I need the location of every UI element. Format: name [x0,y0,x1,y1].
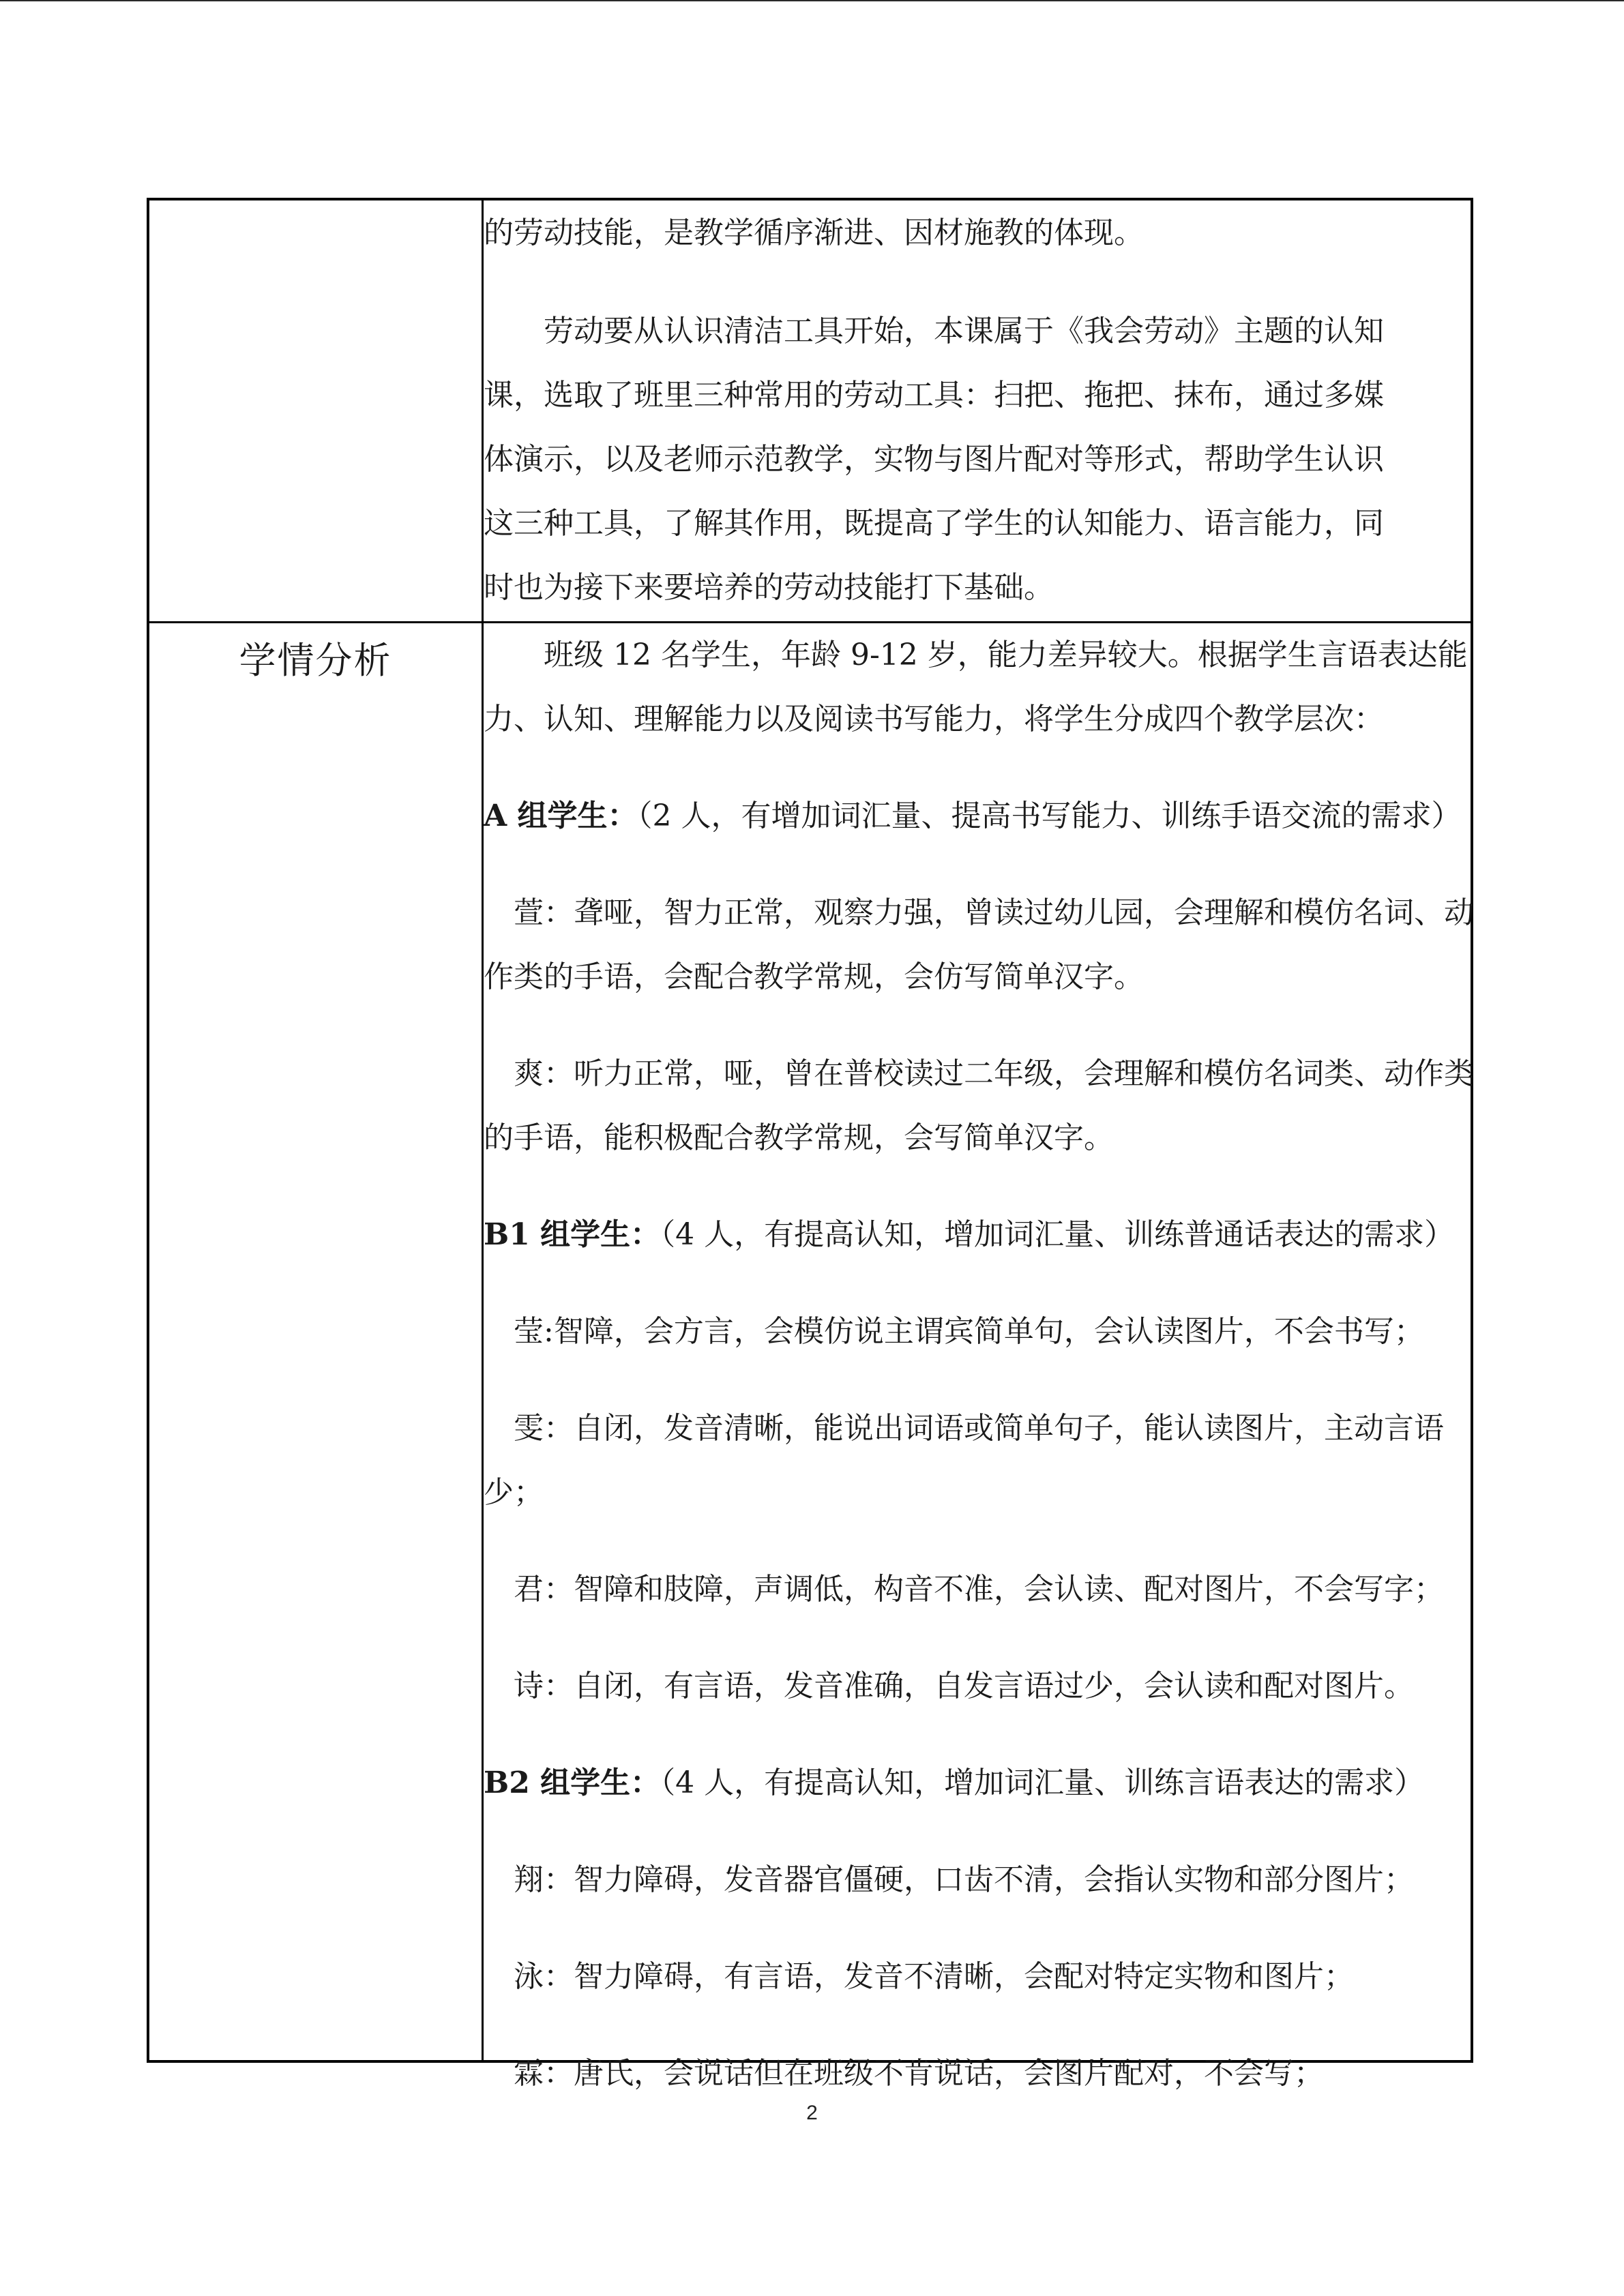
intro-line: 力、认知、理解能力以及阅读书写能力，将学生分成四个教学层次： [484,702,1384,736]
group-b1-heading [484,1203,1471,1267]
group-title: B1 组学生： [484,1217,661,1252]
intro-line: 班级 12 名学生，年龄 9-12 岁，能力差异较大。根据学生言语表达能 [484,638,1468,672]
group-title: A 组学生： [484,799,638,833]
student-description: 萱：聋哑，智力正常，观察力强，曾读过幼儿园，会理解和模仿名词、动 [484,895,1474,930]
group-requirement: （4 人，有提高认知，增加词汇量、训练言语表达的需求） [660,1765,1425,1800]
student-description: 泳：智力障碍，有言语，发音不清晰，会配对特定实物和图片； [484,1959,1354,1994]
student-description: 作类的手语，会配合教学常规，会仿写简单汉字。 [484,959,1144,994]
page-number: 2 [806,2102,818,2124]
group-requirement: （2 人，有增加词汇量、提高书写能力、训练手语交流的需求） [637,799,1462,833]
group-requirement: （4 人，有提高认知，增加词汇量、训练普通话表达的需求） [660,1217,1455,1252]
student-description: 雯：自闭，发音清晰，能说出词语或简单句子，能认读图片，主动言语 [484,1411,1444,1446]
content-cell-design-rationale [484,201,1471,620]
group-b2-heading [484,1751,1471,1815]
student-description: 的手语，能积极配合教学常规，会写简单汉字。 [484,1120,1114,1155]
paragraph-line: 体演示，以及老师示范教学，实物与图片配对等形式，帮助学生认识 [484,442,1384,477]
student-description: 爽：听力正常，哑，曾在普校读过二年级，会理解和模仿名词类、动作类 [484,1056,1474,1091]
student-description: 君：智障和肢障，声调低，构音不准，会认读、配对图片，不会写字； [484,1572,1444,1607]
paragraph-line: 课，选取了班里三种常用的劳动工具：扫把、拖把、抹布，通过多媒 [484,378,1384,413]
row-label-student-analysis: 学情分析 [239,639,392,682]
student-description: 霖：唐氏，会说话但在班级不肯说话，会图片配对，不会写； [484,2056,1324,2091]
student-description: 莹:智障，会方言，会模仿说主谓宾简单句，会认读图片，不会书写； [484,1314,1424,1349]
student-description: 翔：智力障碍，发音器官僵硬，口齿不清，会指认实物和部分图片； [484,1862,1414,1897]
paragraph-line: 的劳动技能，是教学循序渐进、因材施教的体现。 [484,215,1144,250]
paragraph-line: 劳动要从认识清洁工具开始，本课属于《我会劳动》主题的认知 [484,314,1384,348]
student-description: 诗：自闭，有言语，发音准确，自发言语过少，会认读和配对图片。 [484,1669,1414,1703]
student-description: 少； [484,1475,544,1510]
content-cell-student-analysis [484,623,1474,2106]
group-title: B2 组学生： [484,1765,661,1800]
paragraph-line: 这三种工具，了解其作用，既提高了学生的认知能力、语言能力，同 [484,506,1384,541]
page-top-rule [0,0,1624,1]
lesson-plan-table [147,198,1474,2091]
group-a-heading [484,784,1471,848]
paragraph-line: 时也为接下来要培养的劳动技能打下基础。 [484,570,1054,605]
